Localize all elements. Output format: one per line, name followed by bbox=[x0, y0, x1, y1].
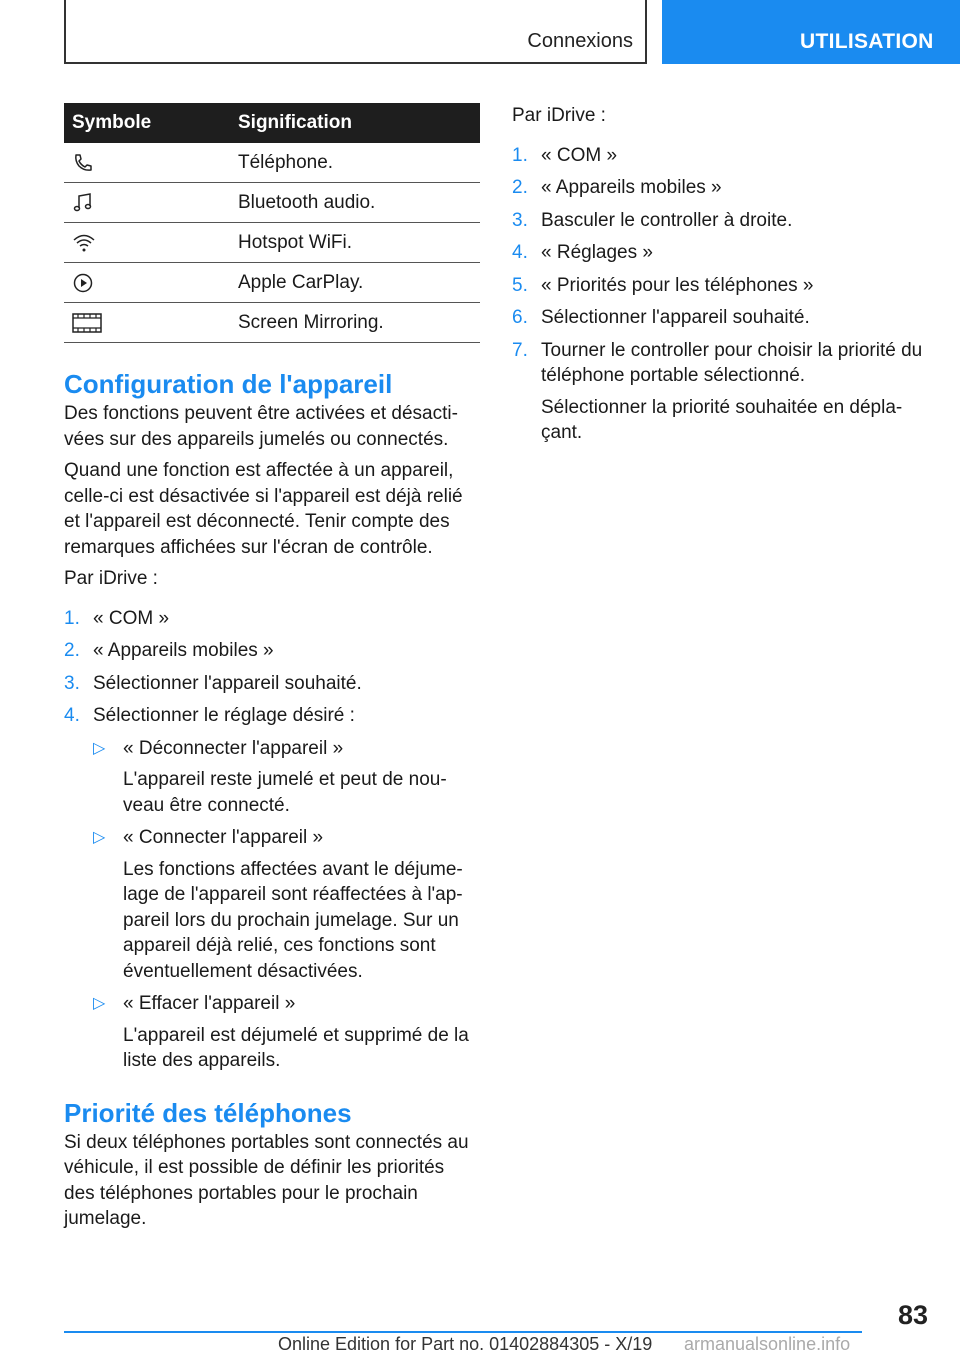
list-item: 2. « Appareils mobiles » bbox=[64, 640, 274, 661]
header-chapter-box bbox=[662, 0, 960, 64]
option-item: ▷ « Effacer l'appareil » L'appareil est déjumelé et supprimé de la liste des appareils. bbox=[93, 993, 469, 1071]
carplay-icon bbox=[72, 272, 238, 294]
list-item: 6. Sélectionner l'appareil souhaité. bbox=[512, 307, 810, 328]
table-cell-meaning: Screen Mirroring. bbox=[238, 303, 480, 343]
symbol-column-header: Symbole bbox=[64, 103, 238, 143]
wifi-icon bbox=[72, 232, 238, 254]
list-item: 2. « Appareils mobiles » bbox=[512, 177, 722, 198]
right-column bbox=[512, 103, 932, 446]
music-note-icon bbox=[72, 192, 238, 214]
page-number: 83 bbox=[897, 1300, 928, 1330]
phone-icon bbox=[72, 152, 238, 174]
config-idrive-label: Par iDrive : bbox=[64, 568, 158, 589]
list-item: 3. Basculer le controller à droite. bbox=[512, 209, 793, 231]
list-item: 4. « Réglages » bbox=[512, 242, 653, 263]
section-title-priority: Priorité des téléphones bbox=[64, 1097, 352, 1128]
header-chapter-title: UTILISATION bbox=[800, 30, 934, 53]
symbol-table bbox=[64, 103, 480, 343]
table-row bbox=[64, 223, 480, 263]
option-item: ▷ « Connecter l'appareil » Les fonctions affectées avant le déjume-lage de l'appareil sont réaffectées à l'ap-pareil lors du prochain jumelage. Sur un appareil déjà relié, ces fonctions sont éventuellement désactivées. bbox=[93, 827, 463, 982]
triangle-bullet-icon: ▷ bbox=[93, 829, 106, 846]
left-column bbox=[64, 103, 480, 1232]
table-cell-meaning: Hotspot WiFi. bbox=[238, 223, 480, 263]
footer-rule bbox=[64, 1331, 862, 1333]
list-item: 5. « Priorités pour les téléphones » bbox=[512, 274, 814, 296]
config-paragraph-1: Des fonctions peuvent être activées et désacti-vées sur des appareils jumelés ou connectés. bbox=[64, 403, 458, 450]
priority-paragraph-1: Si deux téléphones portables sont connectés au véhicule, il est possible de définir les priorités des téléphones portables pour le prochain jumelage. bbox=[64, 1131, 469, 1229]
list-item: 7. Tourner le controller pour choisir la priorité du téléphone portable sélectionné. Sélectionner la priorité souhaitée en dépla-çant. bbox=[512, 338, 932, 446]
table-row bbox=[64, 303, 480, 343]
section-title-configuration: Configuration de l'appareil bbox=[64, 369, 393, 399]
triangle-bullet-icon: ▷ bbox=[93, 995, 106, 1012]
list-item: 3. Sélectionner l'appareil souhaité. bbox=[64, 672, 362, 694]
screen-mirroring-icon bbox=[72, 312, 238, 334]
config-options bbox=[93, 736, 480, 1074]
meaning-column-header: Signification bbox=[238, 103, 480, 143]
table-cell-meaning: Bluetooth audio. bbox=[238, 183, 480, 223]
table-row bbox=[64, 143, 480, 183]
priority-idrive-label: Par iDrive : bbox=[512, 105, 606, 126]
footer-edition: Online Edition for Part no. 01402884305 - X/19 bbox=[278, 1334, 653, 1354]
step7-note: Sélectionner la priorité souhaitée en dépla-çant. bbox=[541, 396, 903, 443]
header-section-title: Connexions bbox=[527, 30, 633, 52]
list-item: 1. « COM » bbox=[512, 144, 618, 166]
list-item: 1. « COM » bbox=[64, 607, 170, 629]
header-section-box bbox=[64, 0, 647, 64]
option-item: ▷ « Déconnecter l'appareil » L'appareil reste jumelé et peut de nou-veau être connecté. bbox=[93, 737, 447, 816]
table-row bbox=[64, 183, 480, 223]
priority-steps bbox=[512, 143, 932, 446]
table-row bbox=[64, 263, 480, 303]
table-cell-meaning: Apple CarPlay. bbox=[238, 263, 480, 303]
triangle-bullet-icon: ▷ bbox=[93, 739, 106, 757]
watermark-text: armanualsonline.info bbox=[684, 1334, 851, 1354]
config-paragraph-2: Quand une fonction est affectée à un appareil, celle-ci est désactivée si l'appareil est déjà relié et l'appareil est déconnecté. Tenir compte des remarques affichées sur l'écran de contrôle. bbox=[64, 460, 463, 558]
list-item: 4. Sélectionner le réglage désiré : ▷ « Déconnecter l'appareil » L'appareil reste jumelé et peut de nou-veau être connecté. ▷ « Connecter l'appareil » Les fonctions affectées avant le déjume-lage de l'appareil sont réaffectées à l'ap-pareil lors du prochain jumelage. Sur un appareil déjà relié, ces fonctions sont éventuellement désactivées. ▷ « Effacer l'appareil » L'appareil est déjumelé et supprimé de la liste des appareils. bbox=[64, 703, 480, 1074]
table-cell-meaning: Téléphone. bbox=[238, 143, 480, 183]
symbol-table-header bbox=[64, 103, 480, 143]
config-steps bbox=[64, 606, 480, 1074]
